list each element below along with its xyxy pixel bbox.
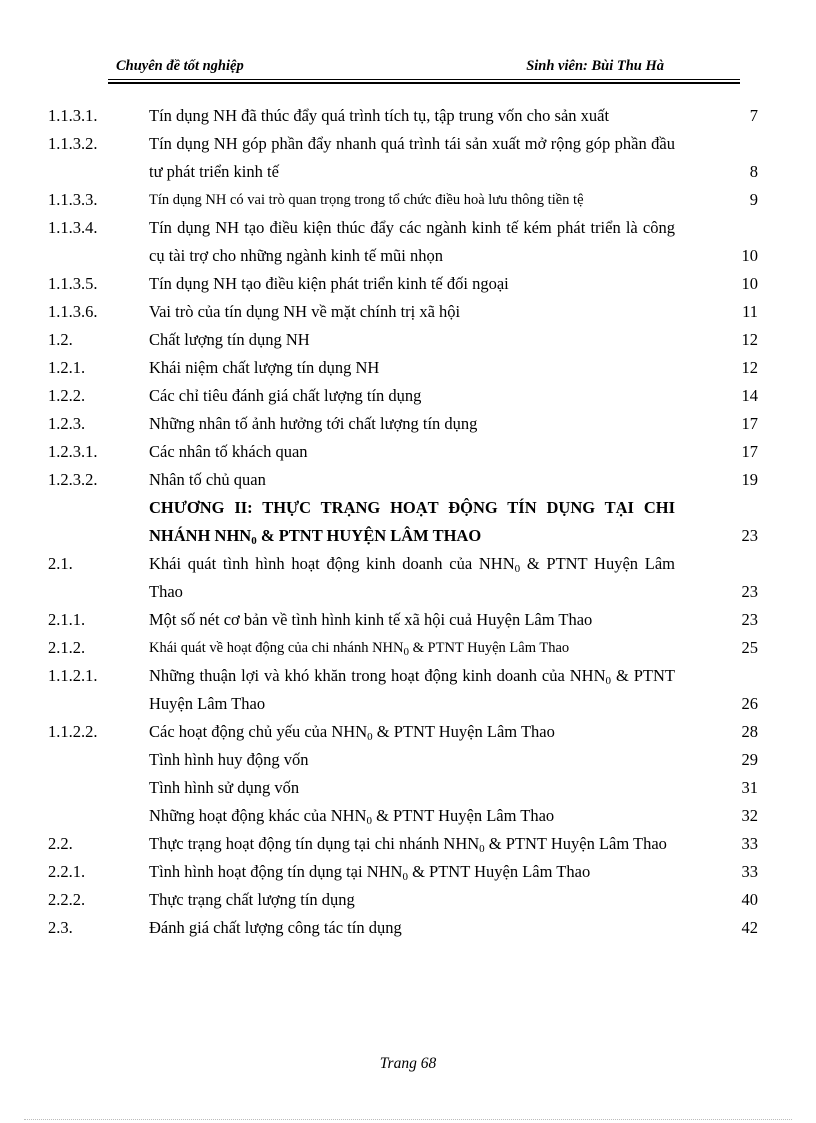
toc-entry (0, 186, 816, 214)
toc-entry-title: Đánh giá chất lượng công tác tín dụng (149, 918, 402, 937)
toc-entry (0, 270, 816, 298)
page-bottom-divider (24, 1119, 792, 1120)
toc-entry-page: 12 (741, 358, 758, 377)
toc-entry (0, 830, 816, 858)
toc-entry (0, 550, 816, 606)
toc-entry-title: Các hoạt động chủ yếu của $NHN_0$ & PTNT Huyện Lâm Thao (149, 722, 555, 743)
toc-entry-page: 26 (741, 694, 758, 713)
toc-entry-page: 10 (741, 246, 758, 265)
toc-entry-page: 17 (741, 442, 758, 461)
toc-entry-number: 1.1.3.6. (48, 302, 98, 321)
toc-entry-page: 10 (741, 274, 758, 293)
table-of-contents (0, 102, 816, 942)
toc-entry (0, 130, 816, 186)
toc-entry-title: Tín dụng NH có vai trò quan trọng trong tổ chức điều hoà lưu thông tiền tệ (149, 192, 584, 208)
toc-entry-page: 14 (741, 386, 758, 405)
toc-entry (0, 886, 816, 914)
toc-entry (0, 382, 816, 410)
toc-entry (0, 774, 816, 802)
toc-entry-number: 2.2.1. (48, 862, 86, 881)
toc-entry-number: 1.2.3.1. (48, 442, 98, 461)
toc-entry (0, 914, 816, 942)
toc-entry-page: 7 (749, 106, 758, 125)
toc-entry-number: 1.1.3.1. (48, 106, 98, 125)
toc-entry-page: 40 (741, 890, 758, 909)
toc-entry-number: 1.1.3.4. (48, 218, 98, 237)
toc-entry-number: 1.1.3.2. (48, 134, 98, 153)
toc-entry (0, 718, 816, 746)
toc-entry-title: Một số nét cơ bản về tình hình kinh tế xã hội cuả Huyện Lâm Thao (149, 610, 593, 629)
toc-entry-number: 1.2. (48, 330, 73, 349)
toc-entry-page: 28 (741, 722, 758, 741)
toc-entry-title: Vai trò của tín dụng NH về mặt chính trị xã hội (149, 302, 461, 321)
toc-entry-title: Khái niệm chất lượng tín dụng NH (149, 358, 380, 377)
toc-entry-title: Tình hình sử dụng vốn (149, 778, 300, 797)
toc-entry (0, 102, 816, 130)
header-rule-thick (108, 82, 740, 84)
toc-entry-page: 11 (742, 302, 758, 321)
toc-entry-page: 23 (741, 582, 758, 601)
toc-entry-page: 33 (741, 834, 758, 853)
toc-entry-title: Thực trạng hoạt động tín dụng tại chi nhánh $NHN_0$ & PTNT Huyện Lâm Thao (149, 834, 667, 855)
header-document-type: Chuyên đề tốt nghiệp (116, 58, 244, 74)
toc-entry-title: Tình hình huy động vốn (149, 750, 309, 769)
toc-entry (0, 634, 816, 662)
toc-entry-page: 33 (741, 862, 758, 881)
toc-entry-number: 2.2. (48, 834, 73, 853)
toc-entry-title: Tín dụng NH tạo điều kiện thúc đẩy các ngành kinh tế kém phát triển là công cụ tài trợ cho những ngành kinh tế mũi nhọn (149, 218, 675, 265)
toc-entry-number: 2.3. (48, 918, 73, 937)
toc-entry-number: 2.1.2. (48, 638, 86, 657)
toc-entry-page: 23 (741, 610, 758, 629)
toc-entry-number: 2.1.1. (48, 610, 86, 629)
toc-entry-title: Chất lượng tín dụng NH (149, 330, 310, 349)
toc-entry-title: Khái quát về hoạt động của chi nhánh $NHN_0$ & PTNT Huyện Lâm Thao (149, 640, 570, 658)
toc-entry-page: 17 (741, 414, 758, 433)
toc-entry (0, 494, 816, 550)
toc-entry-title: Những nhân tố ảnh hưởng tới chất lượng tín dụng (149, 414, 478, 433)
toc-entry-title: CHƯƠNG II: THỰC TRẠNG HOẠT ĐỘNG TÍN DỤNG TẠI CHI NHÁNH $NHN_0$ & PTNT HUYỆN LÂM THAO (149, 498, 675, 547)
toc-entry (0, 438, 816, 466)
toc-entry-page: 29 (741, 750, 758, 769)
toc-entry-title: Tình hình hoạt động tín dụng tại $NHN_0$ & PTNT Huyện Lâm Thao (149, 862, 591, 883)
toc-entry-title: Khái quát tình hình hoạt động kinh doanh của $NHN_0$ & PTNT Huyện Lâm Thao (149, 554, 675, 601)
toc-entry-page: 8 (749, 162, 758, 181)
toc-entry-title: Nhân tố chủ quan (149, 470, 266, 489)
toc-entry-title: Tín dụng NH đã thúc đẩy quá trình tích tụ, tập trung vốn cho sản xuất (149, 106, 610, 125)
toc-entry (0, 746, 816, 774)
toc-entry (0, 606, 816, 634)
toc-entry (0, 298, 816, 326)
toc-entry-page: 31 (741, 778, 758, 797)
toc-entry (0, 354, 816, 382)
page-number-footer: Trang 68 (379, 1055, 437, 1072)
toc-entry-number: 1.2.1. (48, 358, 86, 377)
toc-entry (0, 802, 816, 830)
header-rule-thin (108, 79, 740, 80)
toc-entry-number: 1.2.2. (48, 386, 86, 405)
toc-entry-page: 9 (749, 190, 758, 209)
toc-entry-page: 25 (741, 638, 758, 657)
toc-entry-title: Các nhân tố khách quan (149, 442, 308, 461)
toc-entry-number: 1.1.2.1. (48, 666, 98, 685)
toc-entry (0, 326, 816, 354)
toc-entry-number: 1.2.3. (48, 414, 86, 433)
toc-entry (0, 410, 816, 438)
toc-entry-page: 42 (741, 918, 758, 937)
toc-entry-page: 12 (741, 330, 758, 349)
toc-entry (0, 214, 816, 270)
toc-entry-number: 2.1. (48, 554, 73, 573)
toc-entry-page: 19 (741, 470, 758, 489)
toc-entry-number: 2.2.2. (48, 890, 86, 909)
toc-entry-title: Những hoạt động khác của $NHN_0$ & PTNT Huyện Lâm Thao (149, 806, 555, 827)
toc-entry-title: Những thuận lợi và khó khăn trong hoạt động kinh doanh của $NHN_0$ & PTNT Huyện Lâm Thao (149, 666, 675, 713)
toc-entry (0, 466, 816, 494)
toc-entry (0, 858, 816, 886)
toc-entry-page: 32 (741, 806, 758, 825)
toc-entry-number: 1.1.2.2. (48, 722, 98, 741)
toc-entry-number: 1.2.3.2. (48, 470, 98, 489)
toc-entry-title: Tín dụng NH tạo điều kiện phát triển kinh tế đối ngoại (149, 274, 509, 293)
toc-entry (0, 662, 816, 718)
toc-entry-title: Thực trạng chất lượng tín dụng (149, 890, 355, 909)
toc-entry-number: 1.1.3.5. (48, 274, 98, 293)
header-student-name: Sinh viên: Bùi Thu Hà (526, 58, 664, 74)
toc-entry-page: 23 (741, 526, 758, 545)
toc-entry-title: Tín dụng NH góp phần đẩy nhanh quá trình tái sản xuất mở rộng góp phần đầu tư phát triển kinh tế (149, 134, 675, 181)
toc-entry-title: Các chỉ tiêu đánh giá chất lượng tín dụng (149, 386, 422, 405)
toc-entry-number: 1.1.3.3. (48, 190, 98, 209)
